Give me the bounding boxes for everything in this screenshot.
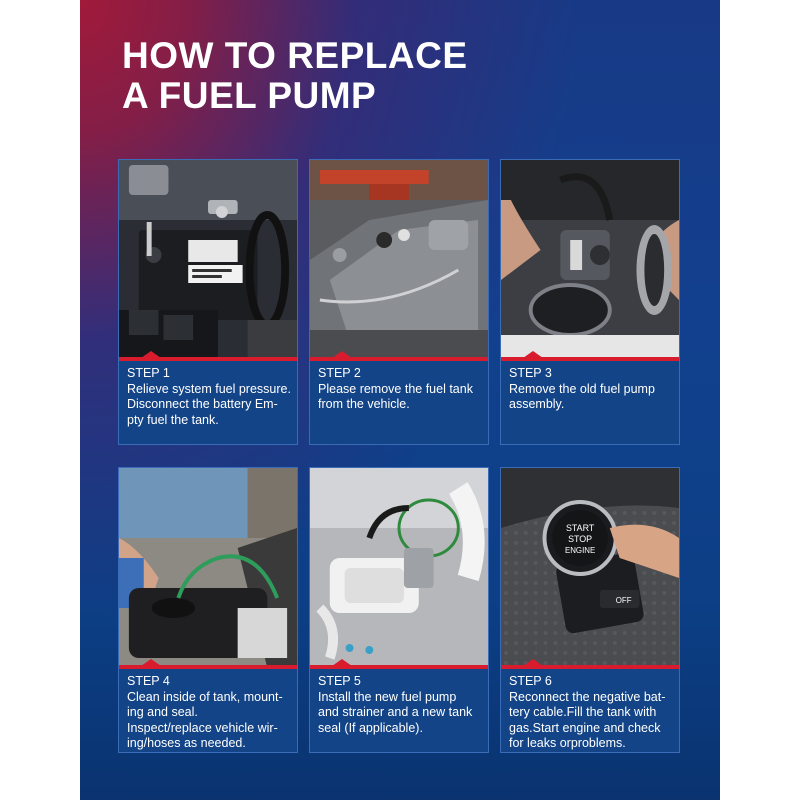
- stop-label: STOP: [568, 533, 593, 545]
- step-description: Clean inside of tank, mount- ing and seal. Inspect/replace vehicle wir- ing/hoses as needed.: [127, 689, 283, 750]
- infographic-poster: [80, 0, 720, 800]
- step-card-3: [500, 159, 680, 445]
- step-label: STEP 5: [318, 674, 361, 688]
- engine-label: ENGINE: [564, 545, 596, 556]
- hands-removing-pump-photo: [501, 160, 679, 360]
- step-card-5: [309, 467, 489, 753]
- step-description: Reconnect the negative bat- tery cable.Fill the tank with gas.Start engine and check for leaks orproblems.: [509, 689, 666, 750]
- step-description: Remove the old fuel pump assembly.: [509, 381, 655, 411]
- start-stop-button-photo: [501, 468, 679, 668]
- step-label: STEP 1: [127, 366, 170, 380]
- step-card-4: [118, 467, 298, 753]
- step-description: Install the new fuel pump and strainer and a new tank seal (If applicable).: [318, 689, 473, 735]
- accent-notch: [523, 659, 543, 666]
- title-line-2: A FUEL PUMP: [122, 75, 377, 116]
- step-label: STEP 4: [127, 674, 170, 688]
- new-fuel-pump-photo: [310, 468, 488, 668]
- title-line-1: HOW TO REPLACE: [122, 35, 468, 76]
- accent-notch: [332, 351, 352, 358]
- engine-battery-photo: [119, 160, 297, 360]
- step-card-1: [118, 159, 298, 445]
- step-label: STEP 6: [509, 674, 552, 688]
- accent-notch: [141, 351, 161, 358]
- step-description: Relieve system fuel pressure. Disconnect the battery Em- pty fuel the tank.: [127, 381, 291, 427]
- step-card-2: [309, 159, 489, 445]
- page-title: [122, 36, 468, 116]
- fuel-tank-underside-photo: [310, 160, 488, 360]
- step-card-6: [500, 467, 680, 753]
- step-label: STEP 3: [509, 366, 552, 380]
- accent-notch: [141, 659, 161, 666]
- start-label: START: [565, 522, 595, 534]
- accent-notch: [332, 659, 352, 666]
- step-label: STEP 2: [318, 366, 361, 380]
- off-label: OFF: [615, 595, 632, 606]
- accent-notch: [523, 351, 543, 358]
- cleaning-tank-photo: [119, 468, 297, 668]
- step-description: Please remove the fuel tank from the vehicle.: [318, 381, 473, 411]
